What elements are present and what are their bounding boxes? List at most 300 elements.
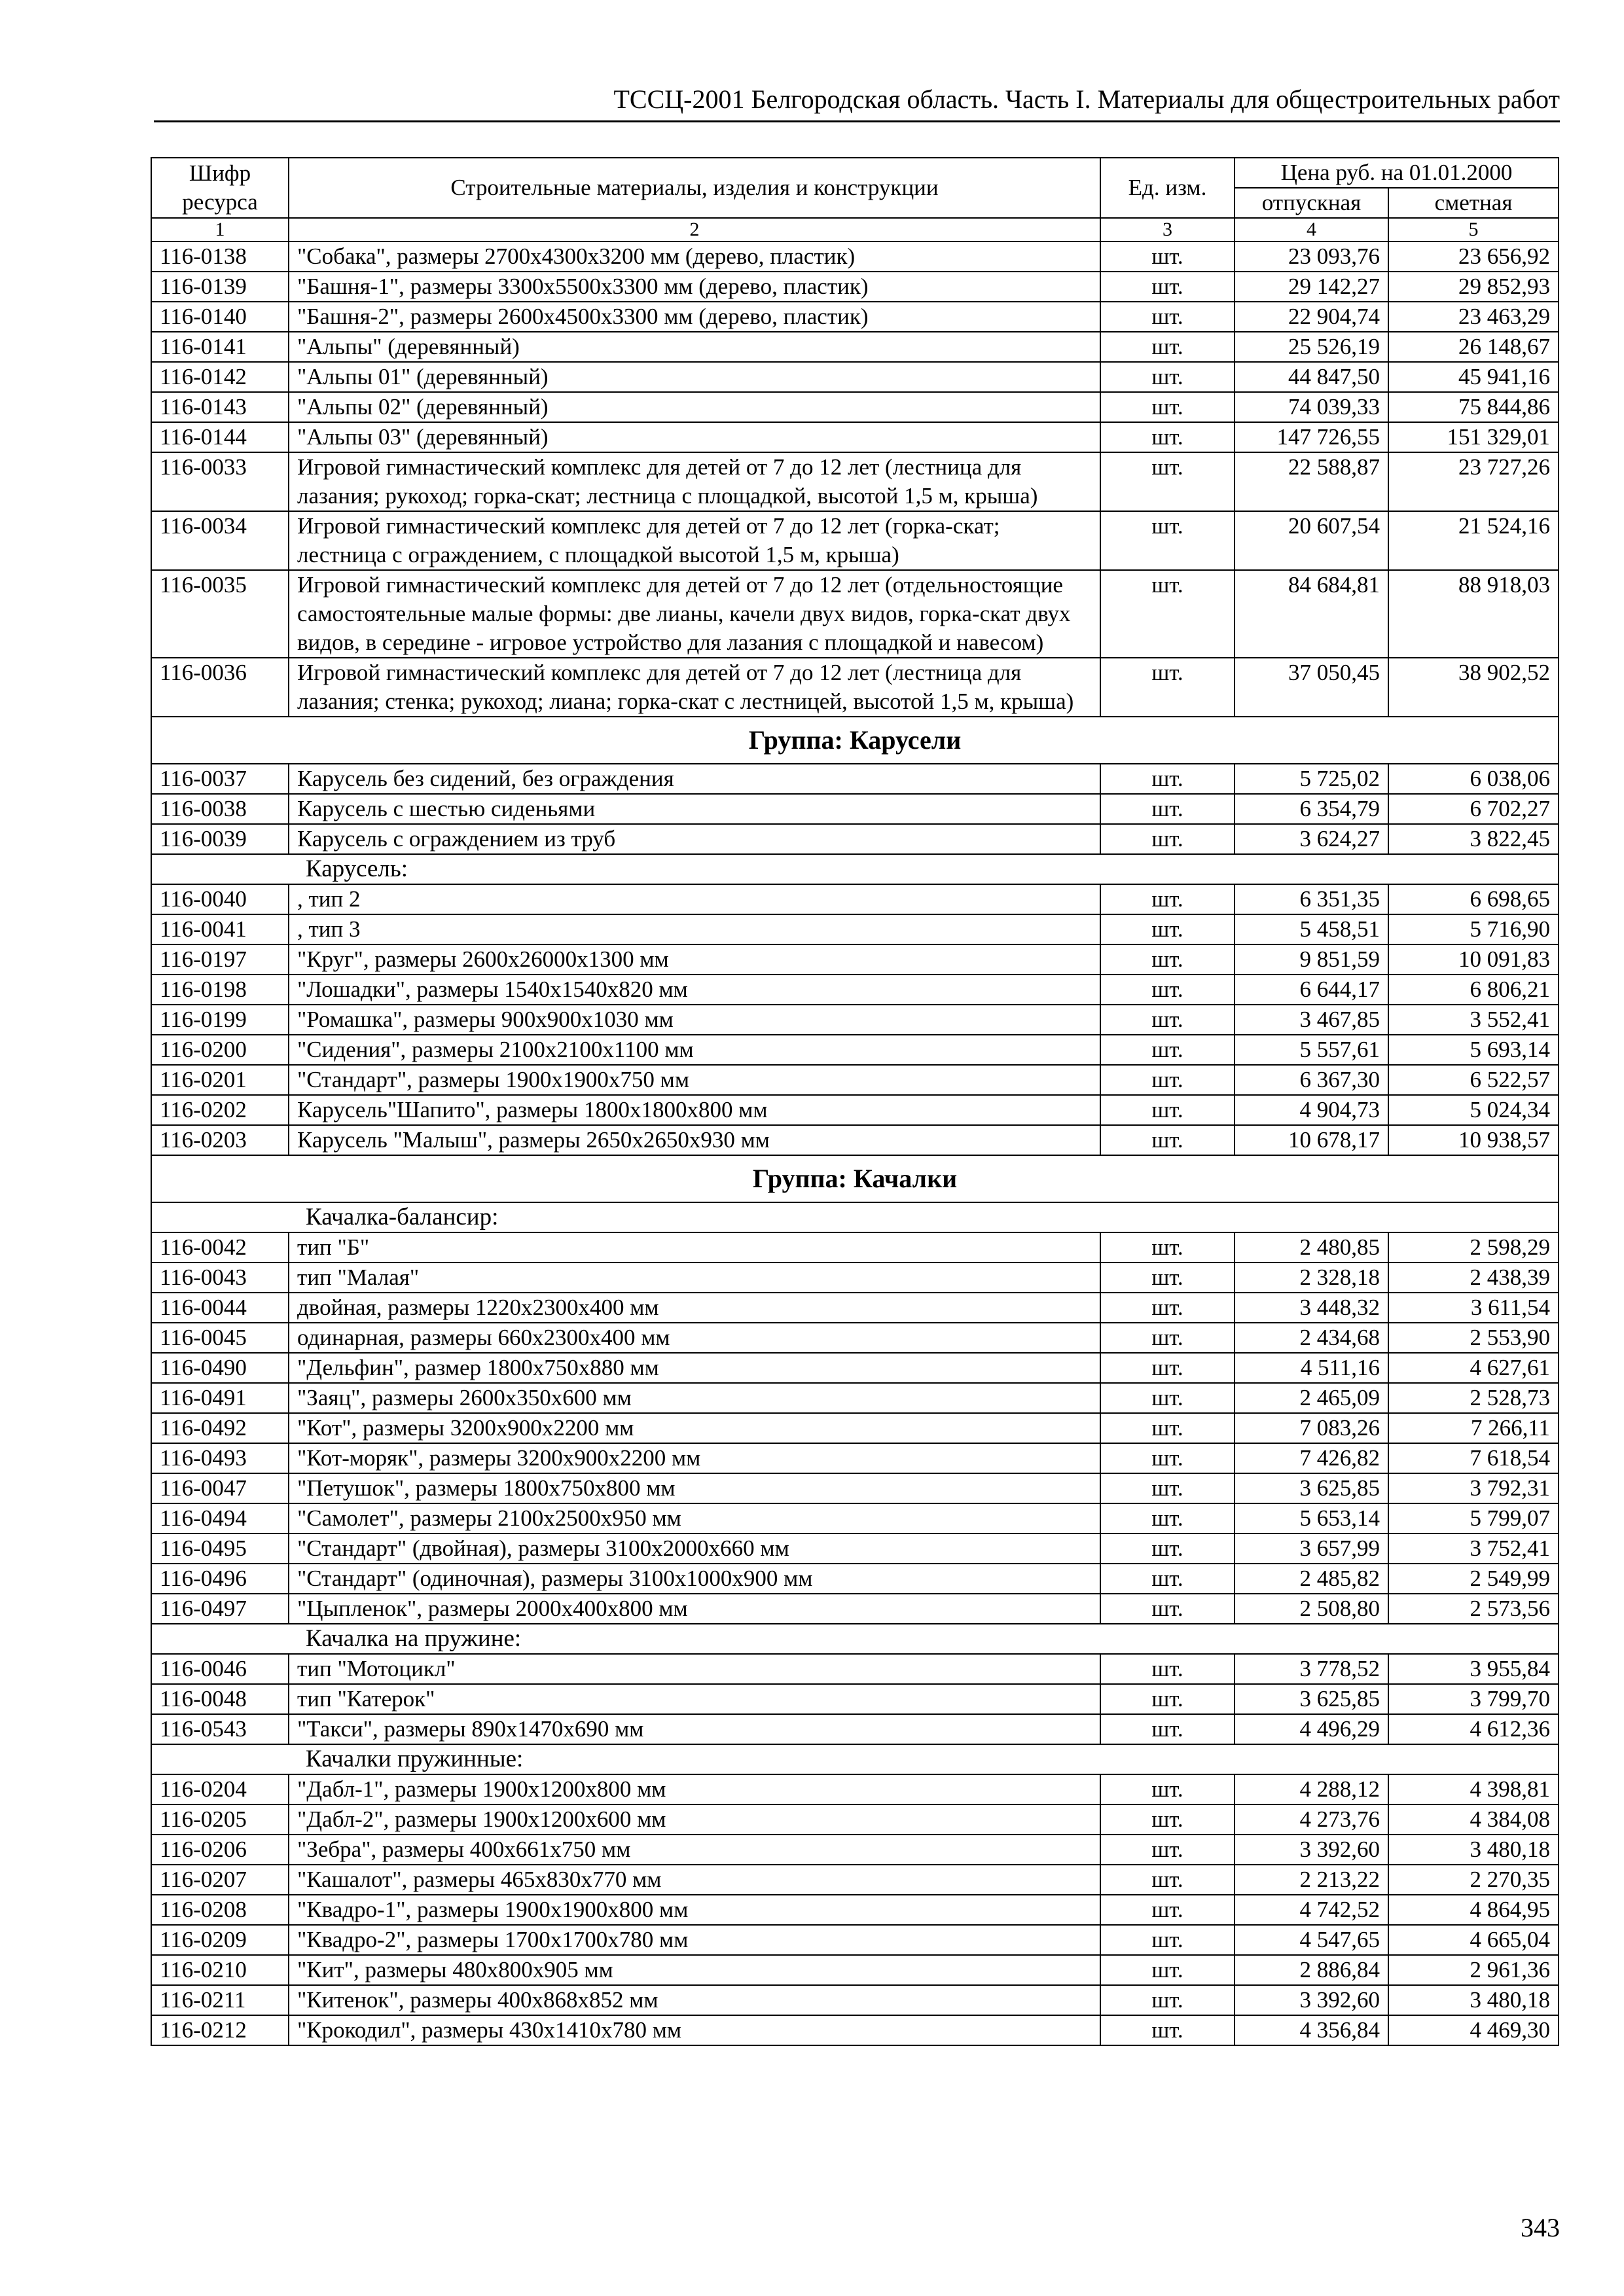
estimate-price: 4 384,08 [1388,1804,1559,1835]
estimate-price: 6 038,06 [1388,764,1559,794]
unit-of-measure: шт. [1100,658,1235,717]
release-price: 7 426,82 [1235,1443,1388,1473]
estimate-price: 26 148,67 [1388,332,1559,362]
release-price: 84 684,81 [1235,570,1388,658]
resource-code: 116-0038 [151,794,289,824]
resource-code: 116-0198 [151,975,289,1005]
release-price: 3 448,32 [1235,1293,1388,1323]
material-name: "Цыпленок", размеры 2000х400х800 мм [289,1594,1100,1624]
estimate-price: 151 329,01 [1388,422,1559,452]
resource-code: 116-0033 [151,452,289,511]
material-name: "Квадро-1", размеры 1900х1900х800 мм [289,1895,1100,1925]
table-row [151,1895,1559,1925]
resource-code: 116-0203 [151,1125,289,1155]
price-table [151,157,1559,2046]
release-price: 10 678,17 [1235,1125,1388,1155]
resource-code: 116-0138 [151,242,289,272]
material-name: "Стандарт", размеры 1900х1900х750 мм [289,1065,1100,1095]
resource-code: 116-0211 [151,1985,289,2015]
subgroup-heading-row [151,1624,1559,1654]
material-name: "Китенок", размеры 400х868х852 мм [289,1985,1100,2015]
material-name: "Кот", размеры 3200х900х2200 мм [289,1413,1100,1443]
unit-of-measure: шт. [1100,1985,1235,2015]
resource-code: 116-0206 [151,1835,289,1865]
estimate-price: 4 469,30 [1388,2015,1559,2045]
table-row [151,1654,1559,1684]
unit-of-measure: шт. [1100,362,1235,392]
unit-of-measure: шт. [1100,1654,1235,1684]
table-row [151,1232,1559,1263]
unit-of-measure: шт. [1100,242,1235,272]
column-numbers-row [151,218,1559,242]
release-price: 20 607,54 [1235,511,1388,570]
table-row [151,764,1559,794]
estimate-price: 45 941,16 [1388,362,1559,392]
unit-of-measure: шт. [1100,332,1235,362]
release-price: 5 653,14 [1235,1503,1388,1534]
release-price: 37 050,45 [1235,658,1388,717]
unit-of-measure: шт. [1100,764,1235,794]
table-row [151,1065,1559,1095]
unit-of-measure: шт. [1100,1925,1235,1955]
unit-of-measure: шт. [1100,452,1235,511]
unit-of-measure: шт. [1100,1005,1235,1035]
release-price: 3 657,99 [1235,1534,1388,1564]
resource-code: 116-0048 [151,1684,289,1714]
unit-of-measure: шт. [1100,1125,1235,1155]
estimate-price: 23 656,92 [1388,242,1559,272]
release-price: 3 625,85 [1235,1473,1388,1503]
material-name: "Альпы 03" (деревянный) [289,422,1100,452]
table-row [151,1473,1559,1503]
table-row [151,332,1559,362]
release-price: 74 039,33 [1235,392,1388,422]
release-price: 2 485,82 [1235,1564,1388,1594]
material-name: Карусель с ограждением из труб [289,824,1100,854]
estimate-price: 2 553,90 [1388,1323,1559,1353]
resource-code: 116-0036 [151,658,289,717]
col-name-header: Строительные материалы, изделия и конструкции [289,158,1100,218]
estimate-price: 3 955,84 [1388,1654,1559,1684]
material-name: "Дельфин", размер 1800х750х880 мм [289,1353,1100,1383]
table-row [151,242,1559,272]
estimate-price: 3 799,70 [1388,1684,1559,1714]
estimate-price: 6 702,27 [1388,794,1559,824]
unit-of-measure: шт. [1100,272,1235,302]
material-name: двойная, размеры 1220х2300х400 мм [289,1293,1100,1323]
table-row [151,1353,1559,1383]
material-name: тип "Катерок" [289,1684,1100,1714]
estimate-price: 2 573,56 [1388,1594,1559,1624]
resource-code: 116-0494 [151,1503,289,1534]
material-name: "Башня-2", размеры 2600х4500х3300 мм (дерево, пластик) [289,302,1100,332]
material-name: "Кит", размеры 480х800х905 мм [289,1955,1100,1985]
table-row [151,1125,1559,1155]
release-price: 7 083,26 [1235,1413,1388,1443]
estimate-price: 2 438,39 [1388,1263,1559,1293]
estimate-price: 23 727,26 [1388,452,1559,511]
estimate-price: 21 524,16 [1388,511,1559,570]
table-row [151,1684,1559,1714]
release-price: 2 434,68 [1235,1323,1388,1353]
resource-code: 116-0035 [151,570,289,658]
resource-code: 116-0041 [151,914,289,944]
unit-of-measure: шт. [1100,1353,1235,1383]
material-name: "Башня-1", размеры 3300х5500х3300 мм (дерево, пластик) [289,272,1100,302]
unit-of-measure: шт. [1100,1263,1235,1293]
resource-code: 116-0044 [151,1293,289,1323]
material-name: Игровой гимнастический комплекс для детей от 7 до 12 лет (отдельностоящие самостоятельные малые формы: две лианы, качели двух видов, горка-скат двух видов, в середине - игровое устройство для лазания с площадкой и навесом) [289,570,1100,658]
release-price: 22 904,74 [1235,302,1388,332]
unit-of-measure: шт. [1100,1534,1235,1564]
material-name: "Дабл-1", размеры 1900х1200х800 мм [289,1774,1100,1804]
material-name: Игровой гимнастический комплекс для детей от 7 до 12 лет (лестница для лазания; стенка; рукоход; лиана; горка-скат с лестницей, высотой 1,5 м, крыша) [289,658,1100,717]
material-name: "Квадро-2", размеры 1700х1700х780 мм [289,1925,1100,1955]
col-unit-header: Ед. изм. [1100,158,1235,218]
release-price: 3 467,85 [1235,1005,1388,1035]
release-price: 4 273,76 [1235,1804,1388,1835]
page-number: 343 [1521,2213,1560,2242]
subgroup-heading-row [151,1202,1559,1232]
unit-of-measure: шт. [1100,1293,1235,1323]
unit-of-measure: шт. [1100,1564,1235,1594]
resource-code: 116-0040 [151,884,289,914]
estimate-price: 88 918,03 [1388,570,1559,658]
estimate-price: 3 822,45 [1388,824,1559,854]
material-name: "Кот-моряк", размеры 3200х900х2200 мм [289,1443,1100,1473]
release-price: 6 367,30 [1235,1065,1388,1095]
resource-code: 116-0140 [151,302,289,332]
col-number: 4 [1235,218,1388,242]
estimate-price: 3 480,18 [1388,1985,1559,2015]
unit-of-measure: шт. [1100,1895,1235,1925]
unit-of-measure: шт. [1100,1594,1235,1624]
table-row [151,1564,1559,1594]
resource-code: 116-0142 [151,362,289,392]
unit-of-measure: шт. [1100,2015,1235,2045]
release-price: 5 725,02 [1235,764,1388,794]
unit-of-measure: шт. [1100,1955,1235,1985]
col-estimate-header: сметная [1388,188,1559,218]
group-heading-row [151,1155,1559,1202]
subgroup-heading: Качалка-балансир: [151,1202,1559,1232]
col-number: 3 [1100,218,1235,242]
table-row [151,1835,1559,1865]
estimate-price: 5 716,90 [1388,914,1559,944]
unit-of-measure: шт. [1100,1835,1235,1865]
resource-code: 116-0144 [151,422,289,452]
material-name: Карусель "Малыш", размеры 2650х2650х930 мм [289,1125,1100,1155]
resource-code: 116-0496 [151,1564,289,1594]
material-name: "Альпы 02" (деревянный) [289,392,1100,422]
unit-of-measure: шт. [1100,570,1235,658]
resource-code: 116-0204 [151,1774,289,1804]
material-name: , тип 3 [289,914,1100,944]
release-price: 3 392,60 [1235,1835,1388,1865]
material-name: Карусель с шестью сиденьями [289,794,1100,824]
unit-of-measure: шт. [1100,1503,1235,1534]
release-price: 2 480,85 [1235,1232,1388,1263]
estimate-price: 5 024,34 [1388,1095,1559,1125]
release-price: 3 392,60 [1235,1985,1388,2015]
material-name: , тип 2 [289,884,1100,914]
resource-code: 116-0492 [151,1413,289,1443]
release-price: 6 644,17 [1235,975,1388,1005]
estimate-price: 4 864,95 [1388,1895,1559,1925]
resource-code: 116-0207 [151,1865,289,1895]
table-row [151,1714,1559,1744]
unit-of-measure: шт. [1100,975,1235,1005]
estimate-price: 2 270,35 [1388,1865,1559,1895]
table-row [151,1035,1559,1065]
material-name: тип "Малая" [289,1263,1100,1293]
unit-of-measure: шт. [1100,1323,1235,1353]
resource-code: 116-0208 [151,1895,289,1925]
release-price: 3 778,52 [1235,1654,1388,1684]
table-row [151,511,1559,570]
material-name: "Альпы 01" (деревянный) [289,362,1100,392]
resource-code: 116-0212 [151,2015,289,2045]
table-row [151,1985,1559,2015]
col-number: 5 [1388,218,1559,242]
table-row [151,1095,1559,1125]
release-price: 6 351,35 [1235,884,1388,914]
estimate-price: 3 480,18 [1388,1835,1559,1865]
material-name: "Петушок", размеры 1800х750х800 мм [289,1473,1100,1503]
estimate-price: 29 852,93 [1388,272,1559,302]
release-price: 29 142,27 [1235,272,1388,302]
resource-code: 116-0045 [151,1323,289,1353]
table-row [151,1955,1559,1985]
release-price: 3 625,85 [1235,1684,1388,1714]
material-name: Игровой гимнастический комплекс для детей от 7 до 12 лет (горка-скат; лестница с ограждением, с площадкой высотой 1,5 м, крыша) [289,511,1100,570]
table-row [151,302,1559,332]
table-row [151,422,1559,452]
unit-of-measure: шт. [1100,884,1235,914]
release-price: 3 624,27 [1235,824,1388,854]
resource-code: 116-0039 [151,824,289,854]
table-row [151,1503,1559,1534]
release-price: 9 851,59 [1235,944,1388,975]
table-row [151,824,1559,854]
table-row [151,794,1559,824]
unit-of-measure: шт. [1100,914,1235,944]
estimate-price: 3 611,54 [1388,1293,1559,1323]
material-name: "Собака", размеры 2700х4300х3200 мм (дерево, пластик) [289,242,1100,272]
table-row [151,1774,1559,1804]
release-price: 4 288,12 [1235,1774,1388,1804]
col-number: 1 [151,218,289,242]
table-body [151,242,1559,2045]
table-row [151,1413,1559,1443]
table-row [151,1443,1559,1473]
table-row [151,914,1559,944]
release-price: 25 526,19 [1235,332,1388,362]
unit-of-measure: шт. [1100,1473,1235,1503]
material-name: тип "Б" [289,1232,1100,1263]
resource-code: 116-0199 [151,1005,289,1035]
col-price-header: Цена руб. на 01.01.2000 [1235,158,1559,188]
estimate-price: 6 522,57 [1388,1065,1559,1095]
estimate-price: 23 463,29 [1388,302,1559,332]
material-name: "Дабл-2", размеры 1900х1200х600 мм [289,1804,1100,1835]
estimate-price: 2 549,99 [1388,1564,1559,1594]
unit-of-measure: шт. [1100,1774,1235,1804]
material-name: "Такси", размеры 890х1470х690 мм [289,1714,1100,1744]
resource-code: 116-0202 [151,1095,289,1125]
release-price: 4 904,73 [1235,1095,1388,1125]
estimate-price: 4 612,36 [1388,1714,1559,1744]
estimate-price: 10 938,57 [1388,1125,1559,1155]
unit-of-measure: шт. [1100,1714,1235,1744]
unit-of-measure: шт. [1100,794,1235,824]
estimate-price: 2 528,73 [1388,1383,1559,1413]
table-row [151,1263,1559,1293]
release-price: 2 465,09 [1235,1383,1388,1413]
unit-of-measure: шт. [1100,1065,1235,1095]
unit-of-measure: шт. [1100,1443,1235,1473]
release-price: 4 547,65 [1235,1925,1388,1955]
unit-of-measure: шт. [1100,824,1235,854]
resource-code: 116-0497 [151,1594,289,1624]
table-row [151,1383,1559,1413]
table-row [151,975,1559,1005]
resource-code: 116-0200 [151,1035,289,1065]
release-price: 4 742,52 [1235,1895,1388,1925]
resource-code: 116-0201 [151,1065,289,1095]
resource-code: 116-0210 [151,1955,289,1985]
material-name: одинарная, размеры 660х2300х400 мм [289,1323,1100,1353]
unit-of-measure: шт. [1100,1383,1235,1413]
subgroup-heading-row [151,854,1559,884]
material-name: "Самолет", размеры 2100х2500х950 мм [289,1503,1100,1534]
resource-code: 116-0490 [151,1353,289,1383]
material-name: "Кашалот", размеры 465х830х770 мм [289,1865,1100,1895]
release-price: 4 356,84 [1235,2015,1388,2045]
release-price: 2 886,84 [1235,1955,1388,1985]
subgroup-heading: Карусель: [151,854,1559,884]
table-row [151,884,1559,914]
resource-code: 116-0495 [151,1534,289,1564]
group-heading: Группа: Карусели [151,717,1559,764]
document-header: ТССЦ-2001 Белгородская область. Часть I. Материалы для общестроительных работ [154,84,1560,122]
resource-code: 116-0034 [151,511,289,570]
release-price: 5 458,51 [1235,914,1388,944]
unit-of-measure: шт. [1100,944,1235,975]
estimate-price: 4 398,81 [1388,1774,1559,1804]
material-name: "Альпы" (деревянный) [289,332,1100,362]
table-row [151,658,1559,717]
table-row [151,1925,1559,1955]
resource-code: 116-0043 [151,1263,289,1293]
material-name: Карусель без сидений, без ограждения [289,764,1100,794]
unit-of-measure: шт. [1100,1035,1235,1065]
table-row [151,570,1559,658]
subgroup-heading-row [151,1744,1559,1774]
resource-code: 116-0143 [151,392,289,422]
col-code-header: Шифр ресурса [151,158,289,218]
material-name: "Стандарт" (одиночная), размеры 3100х1000х900 мм [289,1564,1100,1594]
table-row [151,362,1559,392]
estimate-price: 5 693,14 [1388,1035,1559,1065]
resource-code: 116-0046 [151,1654,289,1684]
resource-code: 116-0205 [151,1804,289,1835]
resource-code: 116-0047 [151,1473,289,1503]
estimate-price: 4 665,04 [1388,1925,1559,1955]
material-name: "Заяц", размеры 2600х350х600 мм [289,1383,1100,1413]
unit-of-measure: шт. [1100,422,1235,452]
unit-of-measure: шт. [1100,392,1235,422]
resource-code: 116-0491 [151,1383,289,1413]
estimate-price: 4 627,61 [1388,1353,1559,1383]
table-row [151,452,1559,511]
col-number: 2 [289,218,1100,242]
release-price: 23 093,76 [1235,242,1388,272]
material-name: "Круг", размеры 2600х26000х1300 мм [289,944,1100,975]
table-row [151,1865,1559,1895]
release-price: 2 508,80 [1235,1594,1388,1624]
release-price: 22 588,87 [1235,452,1388,511]
release-price: 44 847,50 [1235,362,1388,392]
estimate-price: 7 618,54 [1388,1443,1559,1473]
estimate-price: 38 902,52 [1388,658,1559,717]
material-name: тип "Мотоцикл" [289,1654,1100,1684]
material-name: "Лошадки", размеры 1540х1540х820 мм [289,975,1100,1005]
release-price: 4 511,16 [1235,1353,1388,1383]
group-heading: Группа: Качалки [151,1155,1559,1202]
estimate-price: 3 752,41 [1388,1534,1559,1564]
release-price: 2 213,22 [1235,1865,1388,1895]
table-row [151,1804,1559,1835]
table-row [151,1594,1559,1624]
col-release-header: отпускная [1235,188,1388,218]
release-price: 147 726,55 [1235,422,1388,452]
estimate-price: 3 792,31 [1388,1473,1559,1503]
estimate-price: 3 552,41 [1388,1005,1559,1035]
subgroup-heading: Качалки пружинные: [151,1744,1559,1774]
group-heading-row [151,717,1559,764]
material-name: "Крокодил", размеры 430х1410х780 мм [289,2015,1100,2045]
material-name: Игровой гимнастический комплекс для детей от 7 до 12 лет (лестница для лазания; рукоход; горка-скат; лестница с площадкой, высотой 1,5 м, крыша) [289,452,1100,511]
resource-code: 116-0141 [151,332,289,362]
material-name: "Стандарт" (двойная), размеры 3100х2000х660 мм [289,1534,1100,1564]
estimate-price: 6 806,21 [1388,975,1559,1005]
estimate-price: 6 698,65 [1388,884,1559,914]
release-price: 5 557,61 [1235,1035,1388,1065]
estimate-price: 2 598,29 [1388,1232,1559,1263]
material-name: "Ромашка", размеры 900х900х1030 мм [289,1005,1100,1035]
resource-code: 116-0139 [151,272,289,302]
unit-of-measure: шт. [1100,511,1235,570]
resource-code: 116-0493 [151,1443,289,1473]
unit-of-measure: шт. [1100,1413,1235,1443]
table-row [151,1323,1559,1353]
table-row [151,1293,1559,1323]
table-row [151,1005,1559,1035]
unit-of-measure: шт. [1100,1684,1235,1714]
material-name: "Зебра", размеры 400х661х750 мм [289,1835,1100,1865]
estimate-price: 5 799,07 [1388,1503,1559,1534]
resource-code: 116-0037 [151,764,289,794]
unit-of-measure: шт. [1100,1804,1235,1835]
unit-of-measure: шт. [1100,1865,1235,1895]
material-name: "Сидения", размеры 2100х2100х1100 мм [289,1035,1100,1065]
table-head [151,158,1559,242]
table-row [151,1534,1559,1564]
table-row [151,2015,1559,2045]
estimate-price: 10 091,83 [1388,944,1559,975]
resource-code: 116-0197 [151,944,289,975]
